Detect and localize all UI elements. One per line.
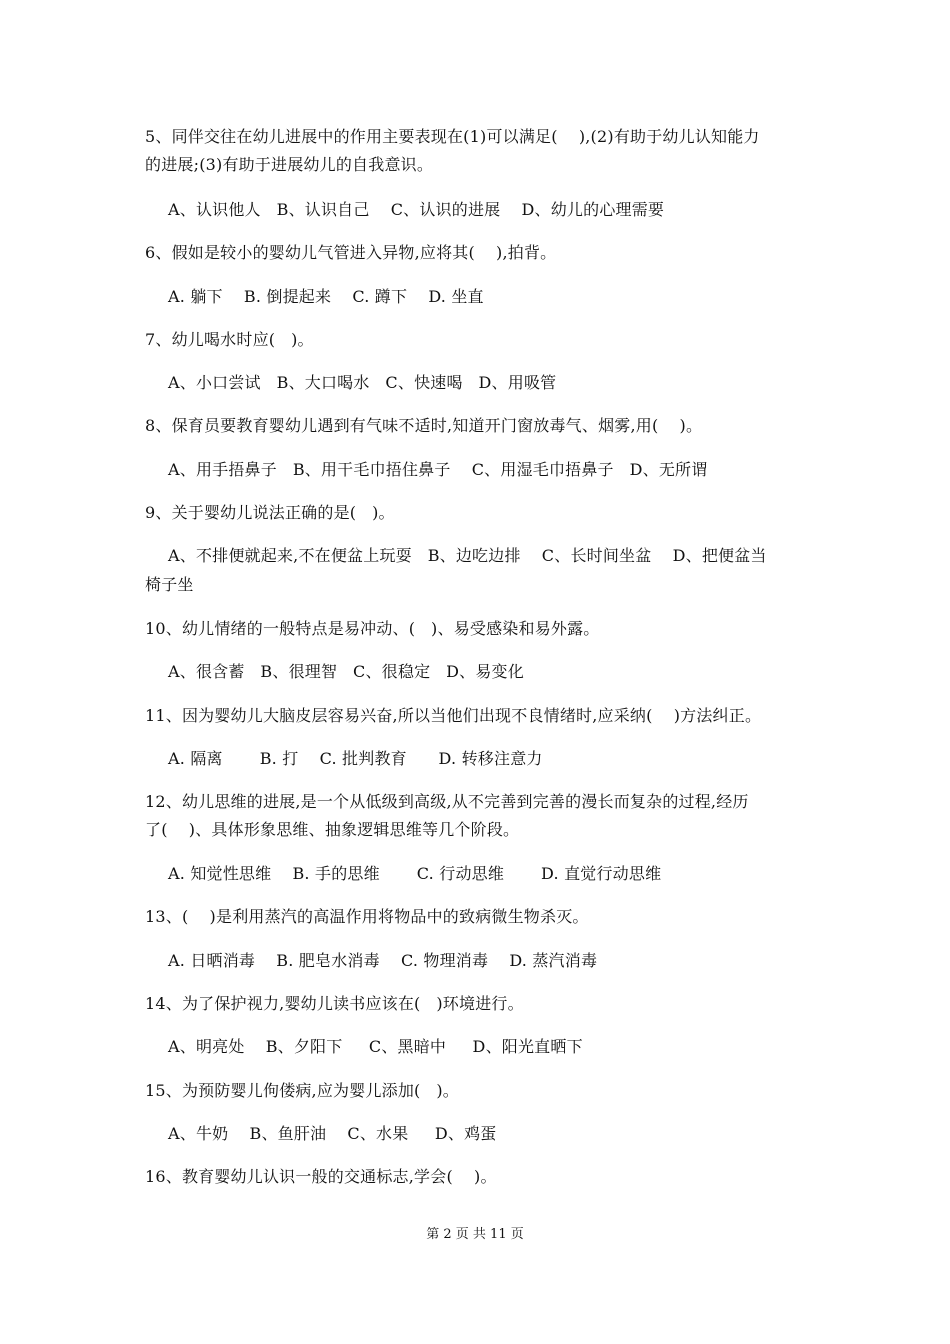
- question-6-text: 6、假如是较小的婴幼儿气管进入异物,应将其( ),拍背。: [145, 243, 557, 262]
- question-6-options: A. 躺下 B. 倒提起来 C. 蹲下 D. 坐直: [168, 287, 484, 306]
- question-12-text-line-1: 12、幼儿思维的进展,是一个从低级到高级,从不完善到完善的漫长而复杂的过程,经历: [145, 792, 749, 811]
- question-13-text: 13、( )是利用蒸汽的高温作用将物品中的致病微生物杀灭。: [145, 907, 589, 926]
- question-7-text: 7、幼儿喝水时应( )。: [145, 330, 314, 349]
- question-5-text-line-2: 的进展;(3)有助于进展幼儿的自我意识。: [145, 155, 434, 174]
- question-5-text-line-1: 5、同伴交往在幼儿进展中的作用主要表现在(1)可以满足( ),(2)有助于幼儿认知能力: [145, 127, 760, 146]
- question-8-text: 8、保育员要教育婴幼儿遇到有气味不适时,知道开门窗放毒气、烟雾,用( )。: [145, 416, 703, 435]
- question-14-text: 14、为了保护视力,婴幼儿读书应该在( )环境进行。: [145, 994, 524, 1013]
- question-9-options-line-2: 椅子坐: [145, 575, 194, 594]
- question-10-options: A、很含蓄 B、很理智 C、很稳定 D、易变化: [168, 662, 524, 681]
- question-9-options-line-1: A、不排便就起来,不在便盆上玩耍 B、边吃边排 C、长时间坐盆 D、把便盆当: [168, 546, 767, 565]
- question-11-options: A. 隔离 B. 打 C. 批判教育 D. 转移注意力: [168, 749, 543, 768]
- question-8-options: A、用手捂鼻子 B、用干毛巾捂住鼻子 C、用湿毛巾捂鼻子 D、无所谓: [168, 460, 708, 479]
- question-12-options: A. 知觉性思维 B. 手的思维 C. 行动思维 D. 直觉行动思维: [168, 864, 662, 883]
- question-10-text: 10、幼儿情绪的一般特点是易冲动、( )、易受感染和易外露。: [145, 619, 600, 638]
- question-5-options: A、认识他人 B、认识自己 C、认识的进展 D、幼儿的心理需要: [168, 200, 665, 219]
- question-15-options: A、牛奶 B、鱼肝油 C、水果 D、鸡蛋: [168, 1124, 497, 1143]
- page-number-footer: 第 2 页 共 11 页: [426, 1227, 524, 1242]
- question-16-text: 16、教育婴幼儿认识一般的交通标志,学会( )。: [145, 1167, 497, 1186]
- question-15-text: 15、为预防婴儿佝偻病,应为婴儿添加( )。: [145, 1081, 459, 1100]
- question-12-text-line-2: 了( )、具体形象思维、抽象逻辑思维等几个阶段。: [145, 820, 520, 839]
- question-14-options: A、明亮处 B、夕阳下 C、黑暗中 D、阳光直晒下: [168, 1037, 583, 1056]
- question-7-options: A、小口尝试 B、大口喝水 C、快速喝 D、用吸管: [168, 373, 557, 392]
- question-13-options: A. 日晒消毒 B. 肥皂水消毒 C. 物理消毒 D. 蒸汽消毒: [168, 951, 598, 970]
- question-9-text: 9、关于婴幼儿说法正确的是( )。: [145, 503, 395, 522]
- question-11-text: 11、因为婴幼儿大脑皮层容易兴奋,所以当他们出现不良情绪时,应采纳( )方法纠正。: [145, 706, 762, 725]
